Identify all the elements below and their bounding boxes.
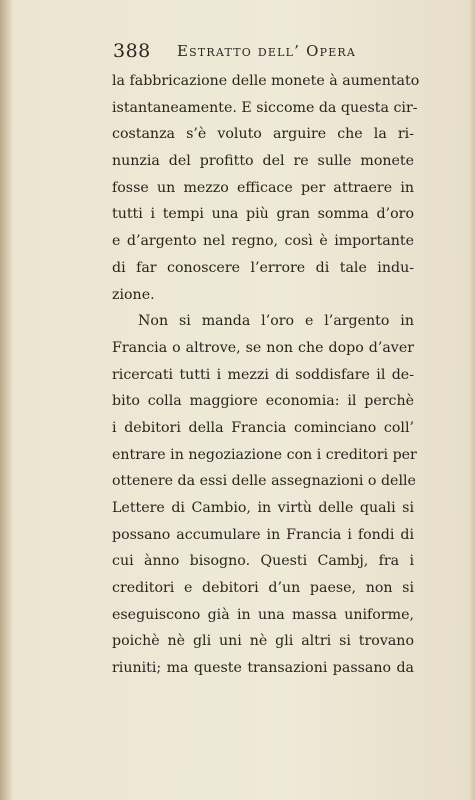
text-line: Francia o altrove, se non che dopo d’aver [112,339,414,356]
text-line: ricercati tutti i mezzi di soddisfare il de- [112,366,414,383]
text-line: i debitori della Francia cominciano coll’ [112,419,414,436]
text-line: ottenere da essi delle assegnazioni o delle [112,473,416,490]
running-title: Estratto dell’ Opera [177,42,357,60]
body-text [112,68,420,682]
paragraph-first-line: Non si manda l’oro e l’argento in [138,313,414,330]
text-line: eseguiscono già in una massa uniforme, [112,606,414,623]
text-line: fosse un mezzo efficace per attraere in [112,179,414,196]
text-line: nunzia del profitto del re sulle monete [112,153,414,170]
text-line: costanza s’è voluto arguire che la ri- [112,126,414,143]
text-line: riuniti; ma queste transazioni passano da [112,660,414,677]
text-line: possano accumulare in Francia i fondi di [112,526,414,543]
text-line: Lettere di Cambio, in virtù delle quali si [112,500,414,516]
text-line: di far conoscere l’errore di tale indu- [112,259,414,276]
text-line: bito colla maggiore economia: il perchè [112,393,414,410]
text-line: istantaneamente. E siccome da questa cir- [112,99,418,116]
text-line: la fabbricazione delle monete à aumentato [112,73,420,89]
text-line: tutti i tempi una più gran somma d’oro [112,206,414,223]
page-edge [469,0,475,800]
page-header [113,40,413,68]
text-line: zione. [112,286,155,303]
text-line: creditori e debitori d’un paese, non si [112,580,414,597]
text-line: e d’argento nel regno, così è importante [112,233,414,250]
text-line: cui ànno bisogno. Questi Cambj, fra i [112,553,414,570]
text-line: poichè nè gli uni nè gli altri si trovano [112,633,414,650]
page-number: 388 [113,40,151,62]
page-gutter-shadow [0,0,12,800]
text-line: entrare in negoziazione con i creditori per [112,446,417,463]
